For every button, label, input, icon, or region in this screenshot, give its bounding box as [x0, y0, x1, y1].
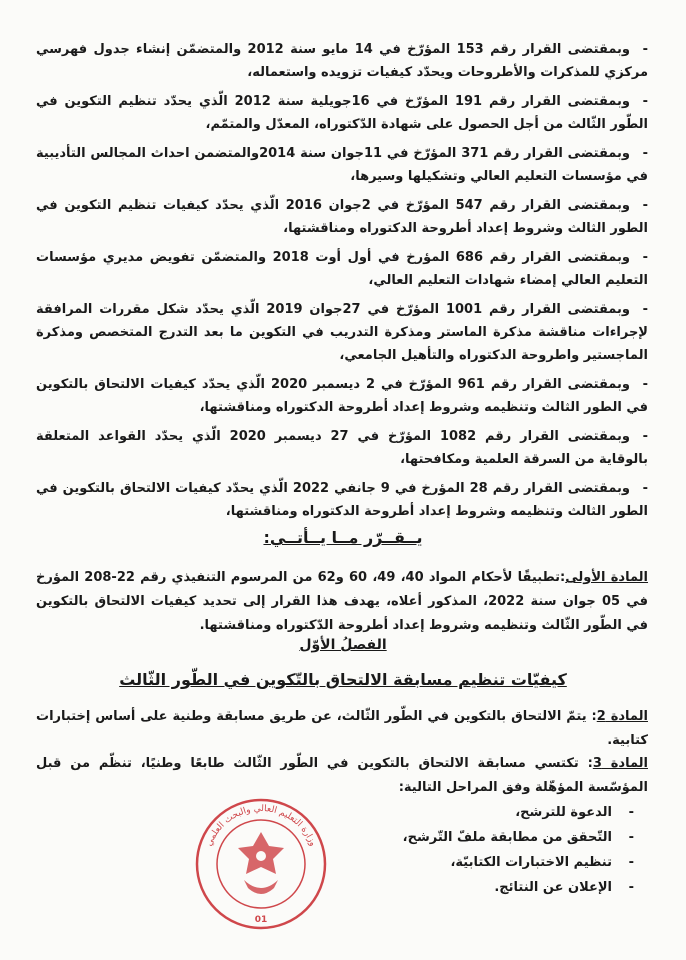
ministry-seal-stamp: [186, 792, 336, 930]
article-1-label: المادة الأولى: [565, 570, 649, 585]
list-item: -الدعوة للترشح،: [515, 805, 634, 820]
article-1-text: :تطبيقًا لأحكام المواد 40، 49، 60 و62 من المرسوم التنفيذي رقم 22-208 المؤرخ في 05 جوان سنة 2022، المذكور أعلاه، يهدف هذا القرار إلى تحديد كيفيات الالتحاق بالتكوين في الطّور الثّالث وتنظيمه وشروط إعداد أطروحة الدّكتوراه ومناقشتها.: [36, 570, 648, 633]
preamble-clause: -وبمقتضى القرار رقم 1001 المؤرّخ في 27جوان 2019 الّذي يحدّد شكل مقررات المرافقة لإجراءات مناقشة مذكرة الماستر ومذكرة التدريب في التكوين ما بعد التدرج المتخصص ومذكرة الماجستير واطروحة الدكتوراه والتأهيل الجامعي،: [36, 302, 648, 363]
article-2: [36, 705, 648, 753]
preamble-clause: -وبمقتضى القرار رقم 686 المؤرخ في أول أوت 2018 والمتضمّن تفويض مديري مؤسسات التعليم العالي إمضاء شهادات التعليم العالي،: [36, 250, 648, 288]
preamble-clause: -وبمقتضى القرار رقم 191 المؤرّخ في 16جويلية سنة 2012 الّذي يحدّد تنظيم التكوين في الطّور الثّالث من أجل الحصول على شهادة الدّكتوراه، المعدّل والمتمّم،: [36, 94, 648, 132]
preamble-clause: -وبمقتضى القرار رقم 547 المؤرّخ في 2جوان 2016 الّذي يحدّد كيفيات تنظيم التكوين في الطور الثالث وشروط إعداد أطروحة الدكتوراه ومناقشتها،: [36, 198, 648, 236]
seal-arc-text: وزارة التعليم العالي والبحث العلمي: [204, 803, 318, 848]
article-3: [36, 752, 648, 800]
preamble-clause: -وبمقتضى القرار رقم 28 المؤرخ في 9 جانفي 2022 الّذي يحدّد كيفيات الالتحاق بالتكوين في الطور الثالث وتنظيمه وشروط إعداد أطروحة الدكتوراه ومناقشتها،: [36, 481, 648, 519]
list-item: -الإعلان عن النتائج.: [494, 880, 634, 895]
decree-heading: يــقــرّر مــا يــأتــي:: [263, 528, 423, 547]
article-3-label: المادة 3: [592, 756, 648, 771]
seal-number: 01: [254, 915, 268, 925]
article-2-label: المادة 2: [596, 709, 648, 724]
stages-list: [403, 800, 634, 900]
preamble-clause: -وبمقتضى القرار رقم 1082 المؤرّخ في 27 ديسمبر 2020 الّذي يحدّد القواعد المتعلقة بالوقاية من السرقة العلمية ومكافحتها،: [36, 429, 648, 467]
preamble-clause: -وبمقتضى القرار رقم 371 المؤرّخ في 11جوان سنة 2014والمتضمن احداث المجالس التأديبية في مؤسسات التعليم العالي وتشكيلها وسيرها،: [36, 146, 648, 184]
list-item: -التّحقق من مطابقة ملفّ التّرشح،: [402, 830, 634, 845]
preamble-clause: -وبمقتضى القرار رقم 153 المؤرّخ في 14 مايو سنة 2012 والمتضمّن إنشاء جدول فهرسي مركزي للمذكرات والأطروحات ويحدّد كيفيات تزويده واستعماله،: [36, 42, 649, 80]
article-2-text: : يتمّ الالتحاق بالتكوين في الطّور الثّالث، عن طريق مسابقة وطنية على أساس إختبارات كتابية.: [36, 709, 648, 748]
article-3-text: : تكتسي مسابقة الالتحاق بالتكوين في الطّور الثّالث طابعًا وطنيًا، تنظّم من قبل المؤسّسة المؤهّلة وفق المراحل التالية:: [36, 756, 648, 795]
chapter-heading: الفصلُ الأوّل: [299, 637, 387, 653]
preamble-clause: -وبمقتضى القرار رقم 961 المؤرّخ في 2 ديسمبر 2020 الّذي يحدّد كيفيات الالتحاق بالتكوين في الطور الثالث وتنظيمه وشروط إعداد أطروحة الدكتوراه ومناقشتها،: [36, 377, 648, 415]
article-1: [36, 566, 648, 638]
preamble-clauses: [36, 38, 648, 529]
seal-emblem-icon: [238, 832, 284, 894]
list-item: -تنظيم الاختبارات الكتابيّة،: [450, 855, 634, 870]
chapter-title: كيفيّات تنظيم مسابقة الالتحاق بالتّكوين في الطّور الثّالث: [119, 670, 567, 689]
